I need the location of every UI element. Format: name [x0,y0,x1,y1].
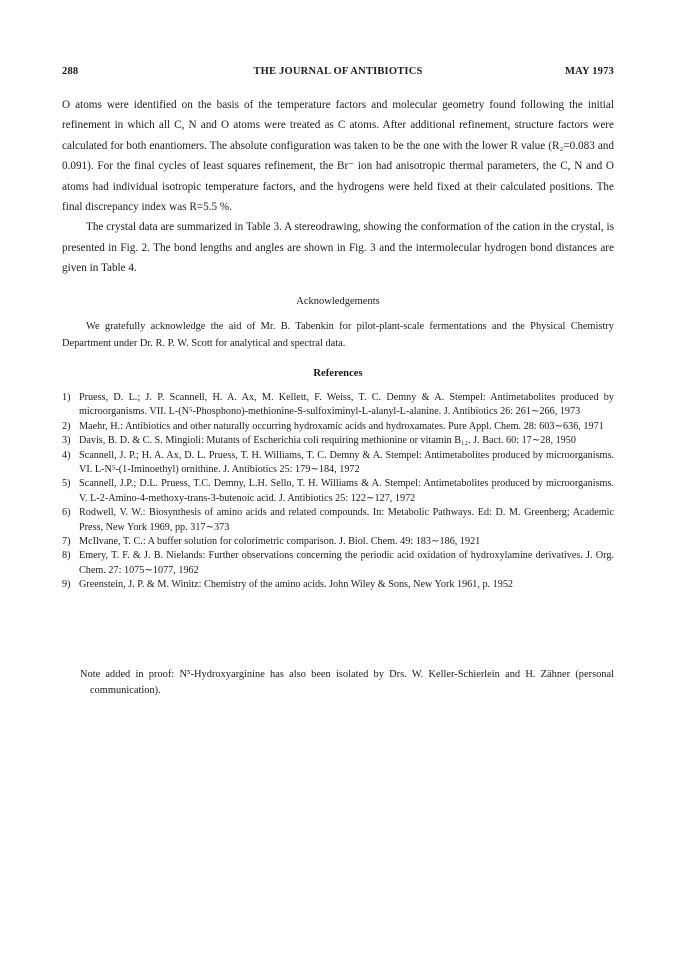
page-number: 288 [62,66,79,77]
reference-text: Davis, B. D. & C. S. Mingioli: Mutants of Escherichia coli requiring methionine or vitamin B₁₂. J. Bact. 60: 17∼28, 1950 [79,435,576,447]
reference-item [62,549,614,578]
reference-number: 8) [62,550,71,562]
reference-text: McIlvane, T. C.: A buffer solution for colorimetric comparison. J. Biol. Chem. 49: 183∼186, 1921 [79,536,481,548]
reference-number: 1) [62,392,71,403]
body-paragraph-1: O atoms were identified on the basis of the temperature factors and molecular geometry found following the initial refinement in which all C, N and O atoms were treated as C atoms. After additional refinement, structure factors were calculated for both enantiomers. The absolute configuration was taken to be the one with the lower R value (R₂=0.083 and 0.091). For the final cycles of least squares refinement, the Br⁻ ion had anisotropic thermal parameters, the C, N and O atoms had individual isotropic temperature factors, and the hydrogens were held fixed at their calculated positions. The final discrepancy index was R=5.5 %. [62,99,614,214]
reference-text: Greenstein, J. P. & M. Winitz: Chemistry of the amino acids. John Wiley & Sons, New York 1961, p. 1952 [79,579,514,591]
reference-text: Rodwell, V. W.: Biosynthesis of amino acids and related compounds. In: Metabolic Pathways. Ed: D. M. Greenberg; Academic Press, New York 1969, pp. 317∼373 [79,507,614,533]
body-text [62,95,614,279]
reference-text: Scannell, J. P.; H. A. Ax, D. L. Pruess, T. H. Williams, T. C. Demny & A. Stempel: Antimetabolites produced by microorganisms. VI. L-N⁵-(1-Iminoethyl) ornithine. J. Antibiotics 25: 179∼184, 1972 [79,449,614,476]
reference-number: 7) [62,536,71,548]
reference-text: Maehr, H.: Antibiotics and other naturally occurring hydroxamic acids and hydroxamates. Pure Appl. Chem. 28: 603∼636, 1971 [79,420,604,432]
acknowledgements-section [62,318,614,352]
reference-item [62,391,614,420]
reference-item [62,535,614,549]
reference-number: 9) [62,579,71,591]
reference-item [62,506,614,535]
reference-number: 2) [62,420,71,432]
issue-date: MAY 1973 [565,66,614,77]
reference-number: 5) [62,478,71,490]
reference-item [62,420,614,434]
acknowledgements-text: We gratefully acknowledge the aid of Mr. B. Tabenkin for pilot-plant-scale fermentations and the Physical Chemistry Department under Dr. R. P. W. Scott for analytical and spectral data. [62,321,614,349]
note-text: Note added in proof: N⁵-Hydroxyarginine has also been isolated by Drs. W. Keller-Schierlein and H. Zähner (personal communication). [80,669,614,696]
reference-text: Emery, T. F. & J. B. Nielands: Further observations concerning the periodic acid oxidation of hydroxylamine derivatives. J. Org. Chem. 27: 1075∼1077, 1962 [79,550,614,576]
reference-number: 4) [62,449,71,461]
reference-item [62,434,614,448]
reference-number: 3) [62,435,71,447]
acknowledgements-heading: Acknowledgements [296,296,380,307]
reference-text: Scannell, J.P.; D.L. Pruess, T.C. Demny, L.H. Sello, T. H. Williams & A. Stempel: Antimetabolites produced by microorganisms. V. L-2-Amino-4-methoxy-trans-3-butenoic acid. J. Antibiotics 25: 122∼127, 1972 [79,478,614,504]
journal-title: THE JOURNAL OF ANTIBIOTICS [253,66,423,77]
note-added-in-proof [62,667,614,699]
reference-list [62,391,614,593]
reference-text: Pruess, D. L.; J. P. Scannell, H. A. Ax, M. Kellett, F. Weiss, T. C. Demny & A. Stempel: Antimetabolites produced by microorganisms. VII. L-(N⁵-Phosphono)-methionine-S-sulfoximinyl-L-alanyl-L-alanine. J. Antibiotics 26: 261∼266, 1973 [79,392,614,418]
body-paragraph-2: The crystal data are summarized in Table 3. A stereodrawing, showing the conformation of the cation in the crystal, is presented in Fig. 2. The bond lengths and angles are shown in Fig. 3 and the intermolecular hydrogen bond distances are given in Table 4. [62,221,614,275]
references-heading: References [313,368,363,379]
reference-number: 6) [62,507,71,519]
reference-item [62,477,614,506]
reference-item [62,449,614,478]
reference-item [62,578,614,592]
